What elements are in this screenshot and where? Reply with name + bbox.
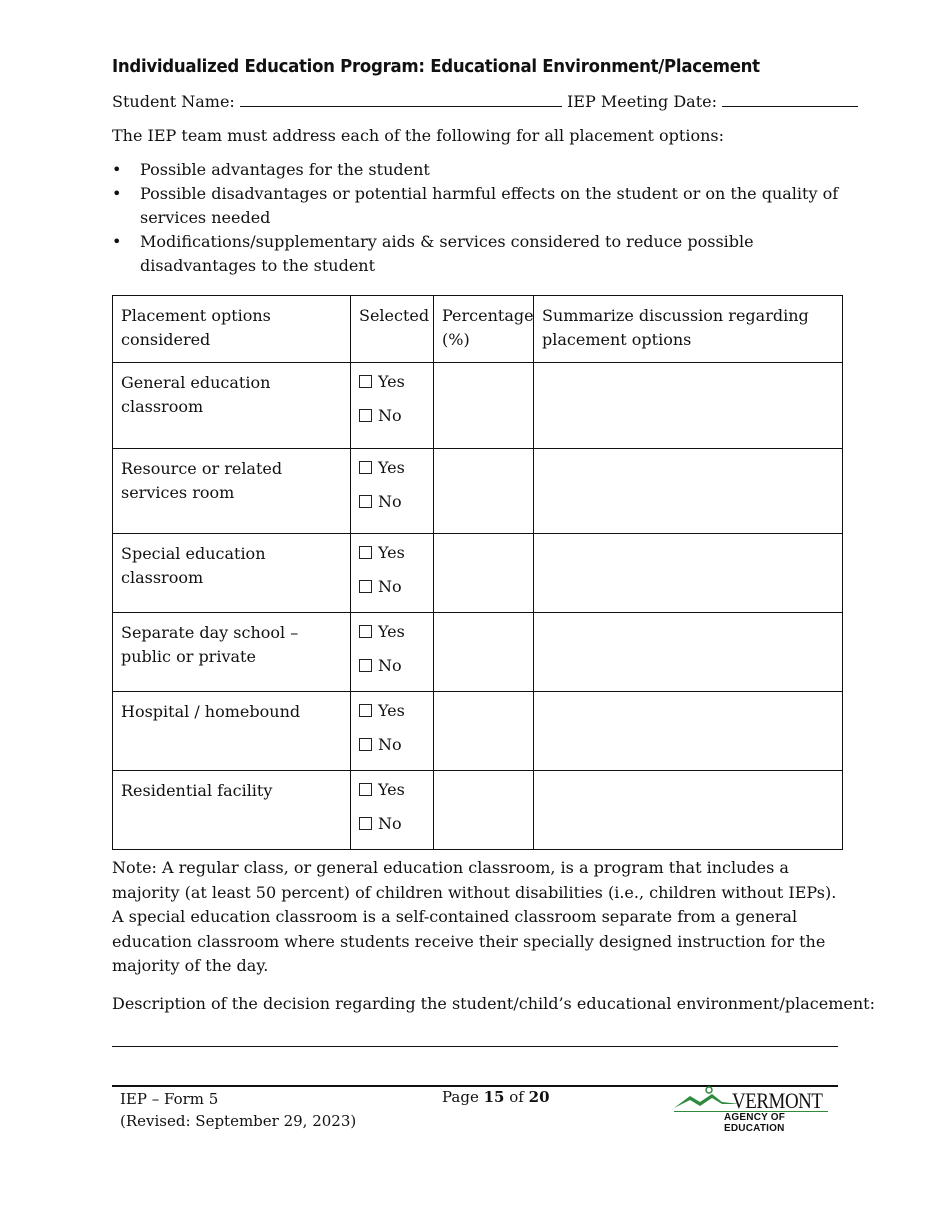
decision-field[interactable]	[112, 1046, 838, 1047]
selected-cell	[351, 534, 434, 613]
meeting-date-field[interactable]	[722, 92, 858, 107]
bullet-item: • Modifications/supplementary aids & services considered to reduce possible disadvantages to the student	[112, 230, 842, 278]
placement-option: Resource or related services room	[113, 449, 351, 534]
yes-label: Yes	[378, 780, 405, 799]
placement-option: Special education classroom	[113, 534, 351, 613]
selected-cell	[351, 613, 434, 692]
table-row	[113, 613, 843, 692]
logo-wordmark: VERMONT	[732, 1088, 823, 1113]
no-label: No	[378, 492, 402, 511]
no-label: No	[378, 406, 402, 425]
decision-label: Description of the decision regarding the student/child’s educational environment/placement:	[112, 994, 875, 1013]
checkbox-icon	[359, 625, 372, 638]
checkbox-icon	[359, 580, 372, 593]
checkbox-icon	[359, 783, 372, 796]
vermont-logo	[672, 1086, 832, 1134]
column-header: Summarize discussion regarding placement options	[534, 296, 843, 363]
checkbox-icon	[359, 817, 372, 830]
yes-checkbox[interactable]	[359, 451, 425, 485]
bullet-item: • Possible disadvantages or potential harmful effects on the student or on the quality of services needed	[112, 182, 842, 230]
yes-label: Yes	[378, 622, 405, 641]
meeting-date-label: IEP Meeting Date:	[566, 92, 717, 111]
checkbox-icon	[359, 659, 372, 672]
yes-checkbox[interactable]	[359, 773, 425, 807]
student-info-line	[112, 92, 858, 111]
page-current: 15	[483, 1088, 505, 1106]
no-checkbox[interactable]	[359, 807, 425, 841]
percentage-cell[interactable]	[434, 771, 534, 850]
page-title: Individualized Education Program: Educational Environment/Placement	[112, 56, 760, 77]
selected-cell	[351, 449, 434, 534]
intro-text: The IEP team must address each of the following for all placement options:	[112, 126, 724, 145]
discussion-cell[interactable]	[534, 692, 843, 771]
column-header: Percentage (%)	[434, 296, 534, 363]
checkbox-icon	[359, 704, 372, 717]
yes-label: Yes	[378, 372, 405, 391]
percentage-cell[interactable]	[434, 363, 534, 449]
yes-label: Yes	[378, 543, 405, 562]
bullet-item: • Possible advantages for the student	[112, 158, 842, 182]
yes-checkbox[interactable]	[359, 536, 425, 570]
no-label: No	[378, 656, 402, 675]
checkbox-icon	[359, 375, 372, 388]
selected-cell	[351, 363, 434, 449]
discussion-cell[interactable]	[534, 613, 843, 692]
column-header: Selected	[351, 296, 434, 363]
table-row	[113, 692, 843, 771]
percentage-cell[interactable]	[434, 692, 534, 771]
page-word: Page	[442, 1088, 479, 1106]
checkbox-icon	[359, 546, 372, 559]
yes-checkbox[interactable]	[359, 365, 425, 399]
page-number	[442, 1088, 550, 1106]
no-checkbox[interactable]	[359, 570, 425, 604]
checkbox-icon	[359, 409, 372, 422]
placement-table	[112, 295, 843, 850]
student-name-field[interactable]	[240, 92, 562, 107]
note-paragraph: Note: A regular class, or general education classroom, is a program that includes a majority (at least 50 percent) of children without disabilities (i.e., children without IEPs). A special education classroom is a self-contained classroom separate from a general education classroom where students receive their specially designed instruction for the majority of the day.	[112, 858, 837, 975]
page-of: of	[509, 1088, 524, 1106]
selected-cell	[351, 692, 434, 771]
footer-form-info	[120, 1088, 356, 1132]
yes-checkbox[interactable]	[359, 615, 425, 649]
discussion-cell[interactable]	[534, 449, 843, 534]
checkbox-icon	[359, 461, 372, 474]
table-header-row	[113, 296, 843, 363]
selected-cell	[351, 771, 434, 850]
discussion-cell[interactable]	[534, 771, 843, 850]
placement-option: Hospital / homebound	[113, 692, 351, 771]
student-name-label: Student Name:	[112, 92, 235, 111]
placement-option: Separate day school – public or private	[113, 613, 351, 692]
table-row	[113, 363, 843, 449]
form-number: IEP – Form 5	[120, 1090, 219, 1108]
discussion-cell[interactable]	[534, 534, 843, 613]
table-row	[113, 534, 843, 613]
percentage-cell[interactable]	[434, 534, 534, 613]
bullet-list	[112, 158, 842, 278]
no-checkbox[interactable]	[359, 485, 425, 519]
no-label: No	[378, 577, 402, 596]
table-row	[113, 771, 843, 850]
percentage-cell[interactable]	[434, 449, 534, 534]
checkbox-icon	[359, 738, 372, 751]
no-label: No	[378, 735, 402, 754]
column-header: Placement options considered	[113, 296, 351, 363]
no-label: No	[378, 814, 402, 833]
checkbox-icon	[359, 495, 372, 508]
yes-checkbox[interactable]	[359, 694, 425, 728]
placement-option: General education classroom	[113, 363, 351, 449]
no-checkbox[interactable]	[359, 728, 425, 762]
page-total: 20	[528, 1088, 550, 1106]
no-checkbox[interactable]	[359, 649, 425, 683]
percentage-cell[interactable]	[434, 613, 534, 692]
table-row	[113, 449, 843, 534]
yes-label: Yes	[378, 701, 405, 720]
placement-option: Residential facility	[113, 771, 351, 850]
no-checkbox[interactable]	[359, 399, 425, 433]
yes-label: Yes	[378, 458, 405, 477]
logo-subtitle: AGENCY OF EDUCATION	[724, 1112, 786, 1134]
discussion-cell[interactable]	[534, 363, 843, 449]
revision-date: (Revised: September 29, 2023)	[120, 1112, 357, 1130]
